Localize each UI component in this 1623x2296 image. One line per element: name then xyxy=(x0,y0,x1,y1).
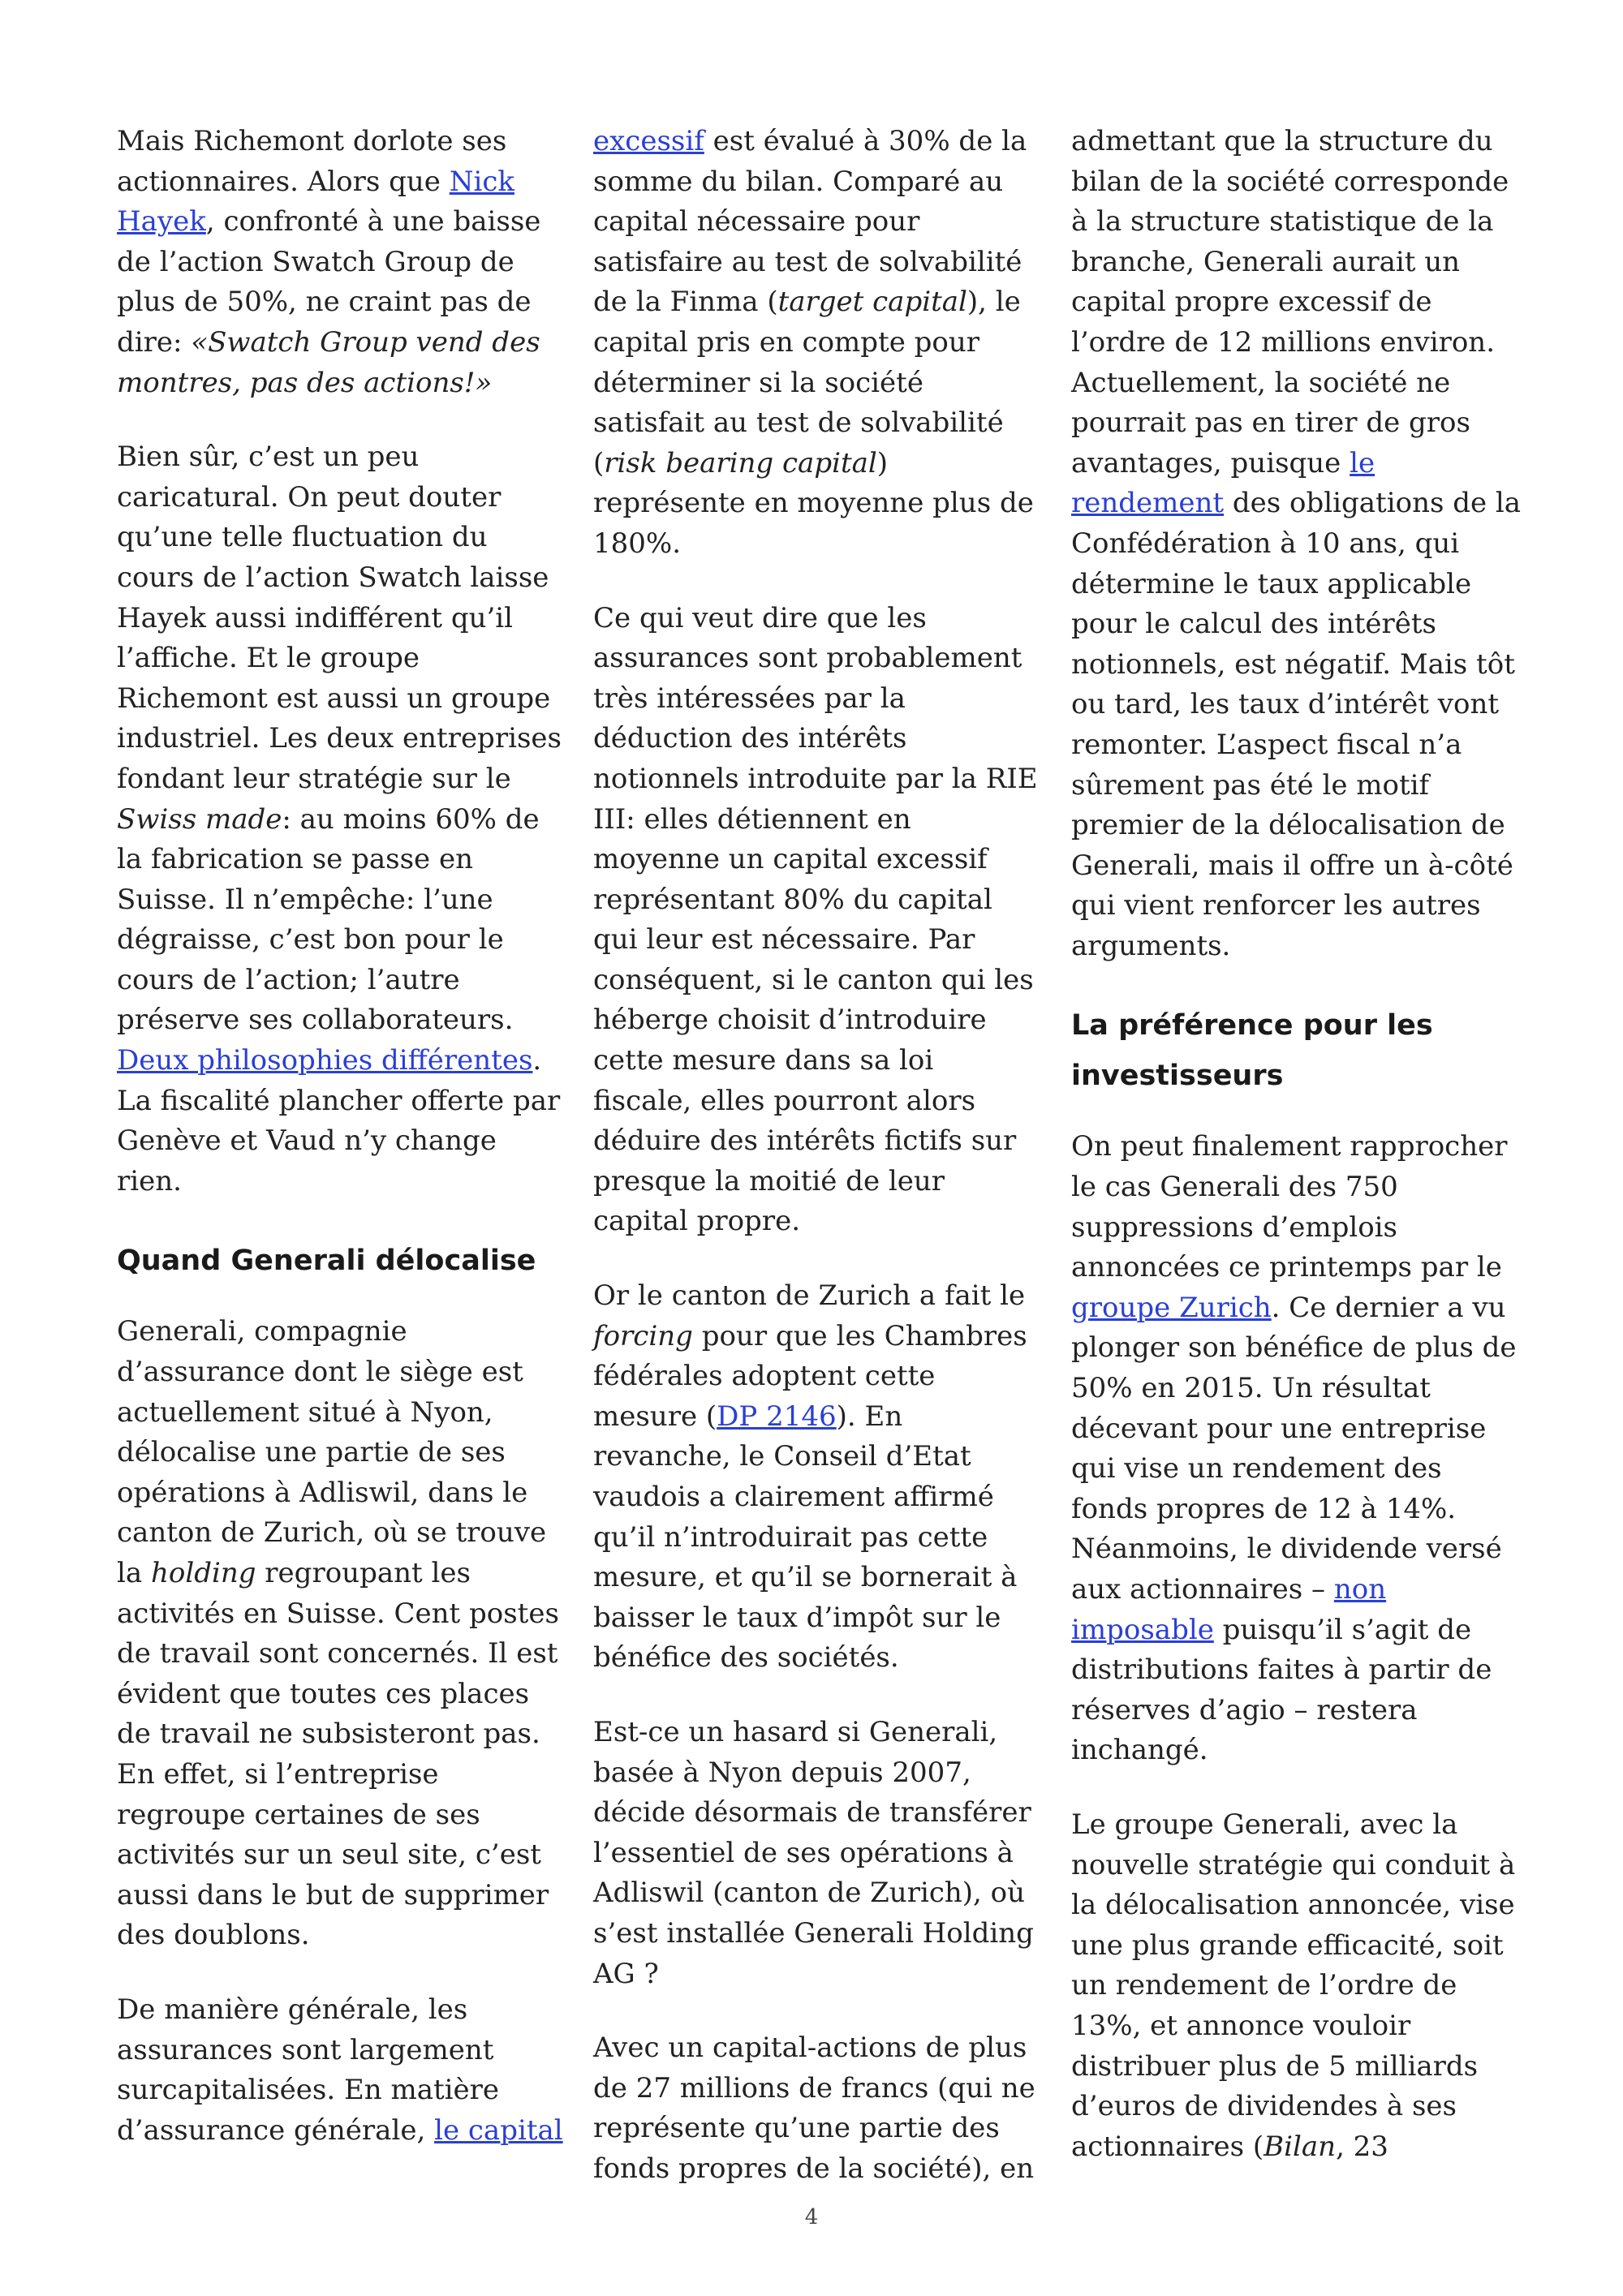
column-1 xyxy=(117,122,563,2185)
link-non-imposable[interactable]: non imposable xyxy=(1071,1573,1387,1646)
paragraph: Generali, compagnie d’assurance dont le siège est actuellement situé à Nyon, délocalise une partie de ses opérations à Adliswil, dans le canton de Zurich, où se trouve la holding regroupant les activités en Suisse. Cent postes de travail sont concernés. Il est évident que toutes ces places de travail ne subsisteront pas. En effet, si l’entreprise regroupe certaines de ses activités sur un seul site, c’est aussi dans le but de supprimer des doublons. xyxy=(117,1315,559,1952)
paragraph: Or le canton de Zurich a fait le forcing pour que les Chambres fédérales adoptent cette mesure (DP 2146). En revanche, le Conseil d’Etat vaudois a clairement affirmé qu’il n’introduirait pas cette mesure, et qu’il se bornerait à baisser le taux d’impôt sur le bénéfice des sociétés. xyxy=(593,1279,1027,1675)
page-number: 4 xyxy=(804,2205,819,2229)
column-3 xyxy=(1071,122,1526,2201)
section-heading: Quand Generali délocalise xyxy=(117,1245,536,1278)
paragraph: admettant que la structure du bilan de la société correspondе à la structure statistique de la branche, Generali aurait un capital propre excessif de l’ordre de 12 millions environ. Actuellement, la société ne pourrait pas en tirer de gros avantages, puisque le rendement des obligations de la Confédération à 10 ans, qui détermine le taux applicable pour le calcul des intérêts notionnels, est négatif. Mais tôt ou tard, les taux d’intérêt vont remonter. L’aspect fiscal n’a sûrement pas été le motif premier de la délocalisation de Generali, mais il offre un à-côté qui vient renforcer les autres arguments. xyxy=(1071,125,1522,962)
link-deux-philosophies[interactable]: Deux philosophies différentes xyxy=(117,1044,533,1077)
section-heading: La préférence pour les investisseurs xyxy=(1071,1009,1433,1093)
link-capital-excessif[interactable]: le capital xyxy=(434,2113,563,2147)
quote: «Swatch Group vend des montres, pas des actions!» xyxy=(117,325,540,399)
paragraph: Ce qui veut dire que les assurances sont probablement très intéressées par la déduction des intérêts notionnels introduite par la RIE III: elles détiennent en moyenne un capital excessif représentant 80% du capital qui leur est nécessaire. Par conséquent, si le canton qui les héberge choisit d’introduire cette mesure dans sa loi fiscale, elles pourront alors déduire des intérêts fictifs sur presque la moitié de leur capital propre. xyxy=(593,601,1038,1238)
link-dp-2146[interactable]: DP 2146 xyxy=(717,1400,837,1433)
paragraph: De manière générale, les assurances sont largement surcapitalisées. En matière d’assurance générale, le capital xyxy=(117,1993,563,2147)
paragraph: Bien sûr, c’est un peu caricatural. On peut douter qu’une telle fluctuation du cours de l’action Swatch laisse Hayek aussi indifférent qu’il l’affiche. Et le groupe Richemont est aussi un groupe industriel. Les deux entreprises fondant leur stratégie sur le Swiss made: au moins 60% de la fabrication se passe en Suisse. Il n’empêche: l’une dégraisse, c’est bon pour le cours de l’action; l’autre préserve ses collaborateurs. Deux philosophies différentes. La fiscalité plancher offerte par Genève et Vaud n’y change rien. xyxy=(117,441,562,1197)
paragraph: Est-ce un hasard si Generali, basée à Nyon depuis 2007, décide désormais de transférer l’essentiel de ses opérations à Adliswil (canton de Zurich), où s’est installée Generali Holding AG ? xyxy=(593,1715,1034,1990)
paragraph: On peut finalement rapprocher le cas Generali des 750 suppressions d’emplois annoncées ce printemps par le groupe Zurich. Ce dernier a vu plonger son bénéfice de plus de 50% en 2015. Un résultat décevant pour une entreprise qui vise un rendement des fonds propres de 12 à 14%. Néanmoins, le dividende versé aux actionnaires – non imposable puisqu’il s’agit de distributions faites à partir de réserves d’agio – restera inchangé. xyxy=(1071,1130,1517,1767)
link-groupe-zurich[interactable]: groupe Zurich xyxy=(1071,1291,1272,1324)
column-2 xyxy=(593,122,1040,2224)
paragraph: Le groupe Generali, avec la nouvelle stratégie qui conduit à la délocalisation annoncée, vise une plus grande efficacité, soit un rendement de l’ordre de 13%, et annonce vouloir distribuer plus de 5 milliards d’euros de dividendes à ses actionnaires (Bilan, 23 xyxy=(1071,1808,1516,2163)
link-le-rendement[interactable]: le rendement xyxy=(1071,446,1375,520)
paragraph: Avec un capital-actions de plus de 27 millions de francs (qui ne représente qu’une partie des fonds propres de la société), en xyxy=(593,2032,1035,2185)
paragraph: excessif est évalué à 30% de la somme du bilan. Comparé au capital nécessaire pour satisfaire au test de solvabilité de la Finma (target capital), le capital pris en compte pour déterminer si la société satisfait au test de solvabilité (risk bearing capital) représente en moyenne plus de 180%. xyxy=(593,125,1034,560)
link-capital-excessif-cont[interactable]: excessif xyxy=(593,125,704,157)
paragraph: Mais Richemont dorlote ses actionnaires. Alors que Nick Hayek, confronté à une baisse de l’action Swatch Group de plus de 50%, ne craint pas de dire: «Swatch Group vend des montres, pas des actions!» xyxy=(117,125,541,399)
link-nick-hayek[interactable]: Nick Hayek xyxy=(117,165,514,239)
